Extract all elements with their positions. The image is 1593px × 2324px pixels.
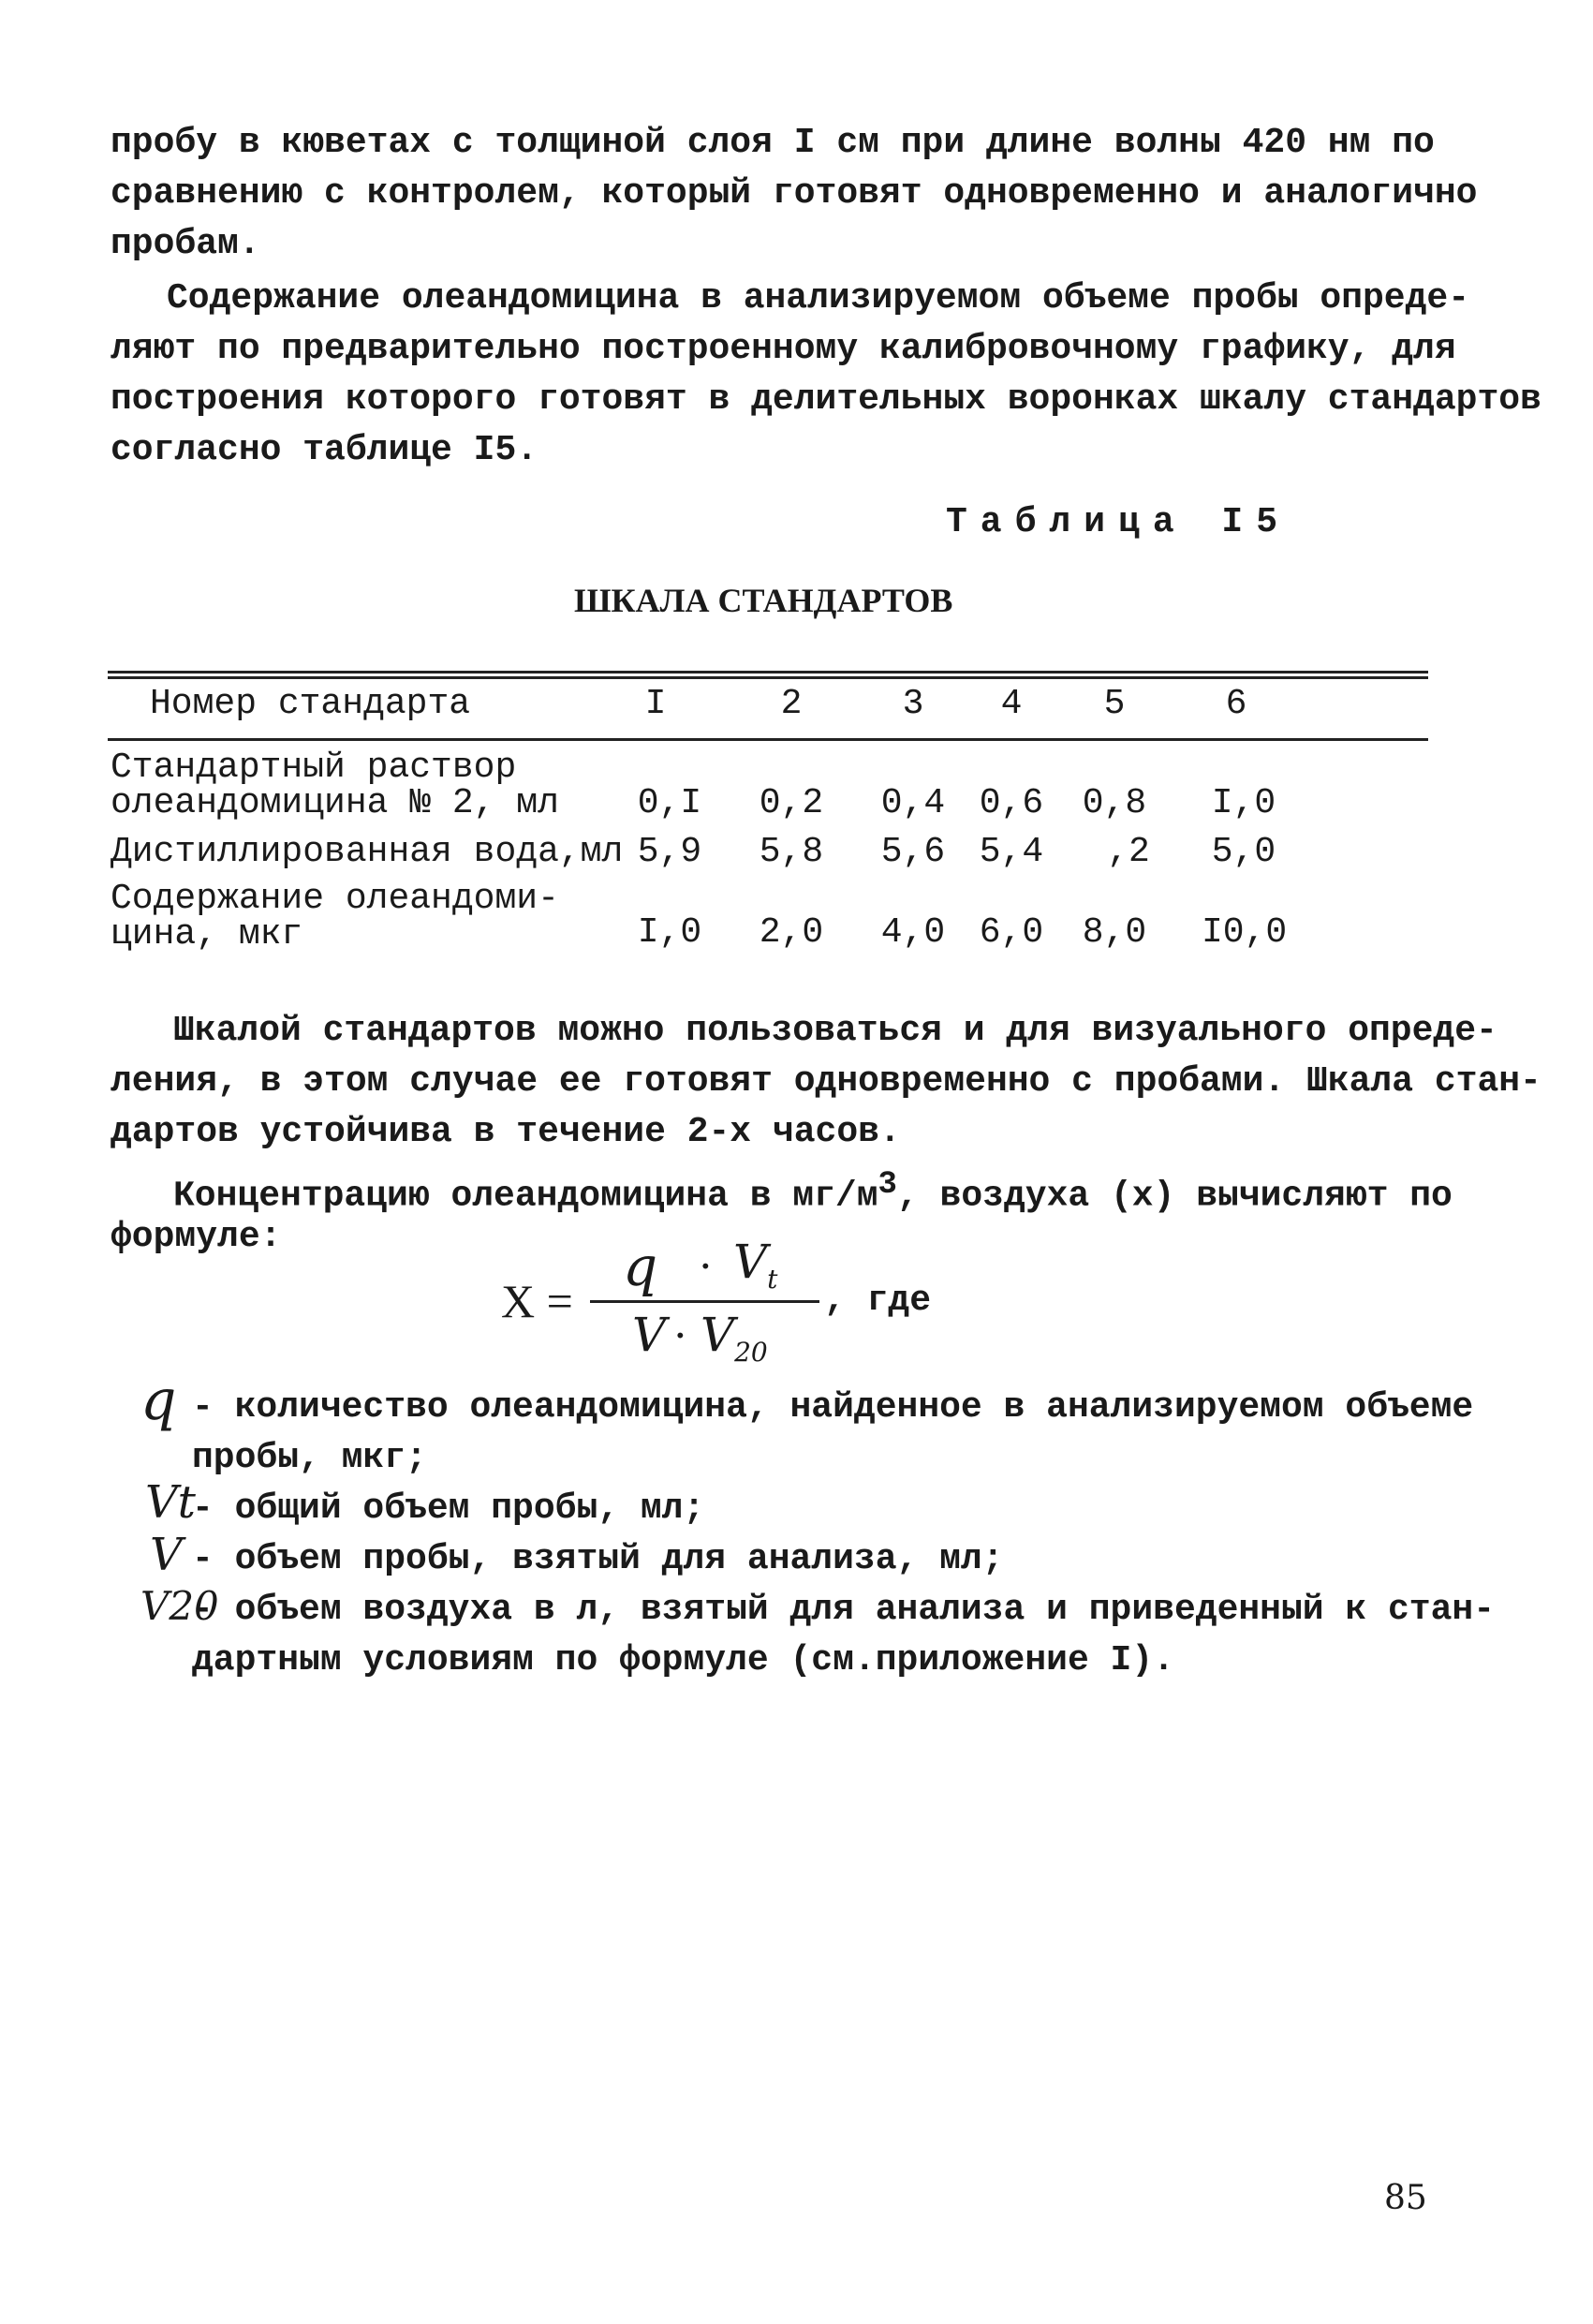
paragraph1-line-3: пробам. [111, 224, 260, 264]
table-row-3-col-2: 2,0 [759, 912, 824, 953]
table-row-1-col-5: 0,8 [1082, 783, 1147, 823]
table-header-col-2: 2 [780, 684, 803, 724]
table-row-3-col-3: 4,0 [880, 912, 946, 953]
paragraph2-line-4: согласно таблице I5. [111, 430, 538, 470]
paragraph4-line-1-tail: , воздуха (х) вычисляют по [896, 1176, 1453, 1217]
legend-v-line-1: - объем пробы, взятый для анализа, мл; [192, 1539, 1004, 1579]
legend-symbol-v: V [150, 1529, 183, 1581]
legend-v20-line-2: дартным условиям по формуле (см.приложение I). [192, 1640, 1174, 1680]
table-title: ШКАЛА СТАНДАРТОВ [574, 582, 953, 619]
table-row-3-label-line-1: Содержание олеандоми- [111, 879, 559, 919]
legend-v20-line-1: - объем воздуха в л, взятый для анализа и приведенный к стан- [192, 1590, 1496, 1630]
cubic-superscript: 3 [878, 1167, 897, 1203]
legend-vt-line-1: - общий объем пробы, мл; [192, 1488, 705, 1529]
table-top-rule [108, 671, 1428, 674]
paragraph2-line-2: ляют по предварительно построенному калибровочному графику, для [111, 329, 1456, 369]
table-row-1-col-3: 0,4 [880, 783, 946, 823]
table-row-2-col-3: 5,6 [880, 832, 946, 872]
legend-symbol-vt: Vt [145, 1476, 196, 1529]
formula-numerator-v: V [733, 1235, 768, 1289]
table-row-3-col-4: 6,0 [979, 912, 1044, 953]
formula-denominator-dot: · [672, 1309, 688, 1361]
table-row-2-col-1: 5,9 [637, 832, 702, 872]
formula-numerator-vt [733, 1235, 777, 1295]
table-row-3-label-line-2: цина, мкг [111, 914, 303, 955]
table-row-2-col-6: 5,0 [1211, 832, 1276, 872]
paragraph2-line-3: построения которого готовят в делительных воронках шкалу стандартов [111, 379, 1541, 420]
paragraph2-line-1: Содержание олеандомицина в анализируемом объеме пробы опреде- [167, 278, 1470, 318]
formula-numerator-dot: · [698, 1239, 714, 1292]
paragraph4-line-1-text: Концентрацию олеандомицина в мг/м [173, 1176, 878, 1217]
table-row-1-label-line-2: олеандомицина № 2, мл [111, 783, 559, 823]
table-row-3-col-5: 8,0 [1082, 912, 1147, 953]
table-row-1-col-4: 0,6 [979, 783, 1044, 823]
formula-numerator-sub: t [767, 1264, 778, 1295]
table-header-col-3: 3 [902, 684, 924, 724]
legend-q-line-2: пробы, мкг; [192, 1438, 427, 1478]
paragraph3-line-2: ления, в этом случае ее готовят одновременно с пробами. Шкала стан- [111, 1061, 1541, 1102]
formula-denominator-v: V [632, 1308, 667, 1362]
table-caption: Таблица I5 [946, 502, 1291, 542]
table-top-rule-double [108, 676, 1428, 679]
table-row-2-col-5: ,2 [1107, 832, 1150, 872]
table-header-col-5: 5 [1103, 684, 1126, 724]
table-header-rule [108, 738, 1428, 741]
paragraph3-line-1: Шкалой стандартов можно пользоваться и для визуального опреде- [173, 1011, 1497, 1051]
table-row-1-col-1: 0,I [637, 783, 702, 823]
table-row-1-col-2: 0,2 [759, 783, 824, 823]
table-row-2-label: Дистиллированная вода,мл [111, 832, 624, 872]
formula-numerator-q: q [623, 1235, 658, 1298]
table-row-3-col-6: I0,0 [1202, 912, 1288, 953]
table-row-2-col-2: 5,8 [759, 832, 824, 872]
table-header-col-6: 6 [1225, 684, 1247, 724]
paragraph1-line-1: пробу в кюветах с толщиной слоя I см при длине волны 420 нм по [111, 123, 1435, 163]
table-header-label: Номер стандарта [150, 684, 471, 724]
table-row-1-col-6: I,0 [1211, 783, 1276, 823]
formula-suffix: , где [824, 1280, 932, 1321]
table-header-col-4: 4 [1000, 684, 1023, 724]
paragraph3-line-3: дартов устойчива в течение 2-х часов. [111, 1112, 901, 1152]
table-row-2-col-4: 5,4 [979, 832, 1044, 872]
paragraph1-line-2: сравнению с контролем, который готовят одновременно и аналогично [111, 173, 1478, 214]
legend-symbol-v20: V20 [140, 1583, 219, 1629]
paragraph4-line-2: формуле: [111, 1217, 282, 1257]
table-header-col-1: I [644, 684, 667, 724]
legend-symbol-q: q [140, 1368, 177, 1433]
page-number: 85 [1384, 2179, 1427, 2217]
paragraph4-line-1 [173, 1162, 1453, 1221]
table-row-3-col-1: I,0 [637, 912, 702, 953]
table-row-1-label-line-1: Стандартный раствор [111, 748, 517, 788]
formula-denominator-v20 [701, 1308, 768, 1368]
formula-denominator-v-main: V [701, 1308, 735, 1362]
legend-q-line-1: - количество олеандомицина, найденное в анализируемом объеме [192, 1387, 1474, 1428]
formula-denominator-sub: 20 [734, 1337, 768, 1368]
formula-fraction-bar [590, 1300, 819, 1303]
formula-lhs: Х = [501, 1275, 573, 1327]
